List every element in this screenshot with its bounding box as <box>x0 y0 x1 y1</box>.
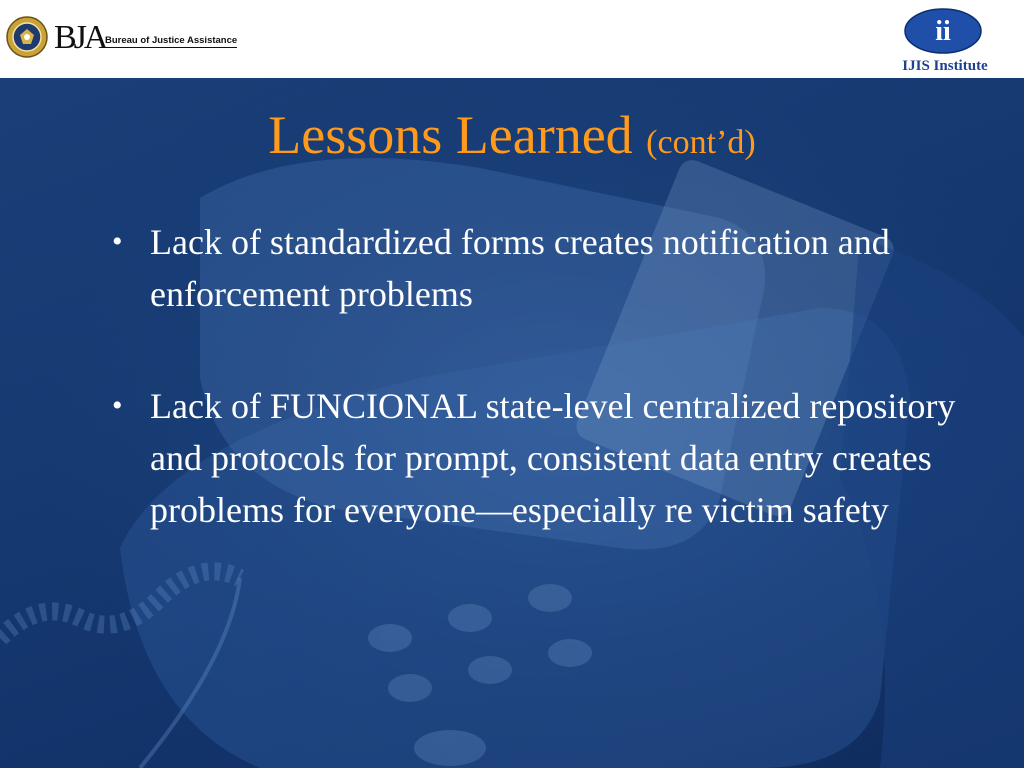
bullet-icon: • <box>112 225 123 258</box>
bja-full-name: Bureau of Justice Assistance <box>105 35 238 46</box>
bullet-item <box>110 216 990 320</box>
bja-logo <box>4 14 244 64</box>
header-band <box>0 0 1024 78</box>
bullet-text: Lack of standardized forms creates notification and enforcement problems <box>150 222 890 314</box>
slide-title <box>0 104 1024 174</box>
bja-mark: BJA <box>54 19 106 56</box>
bullet-text: Lack of FUNCIONAL state-level centralized repository and protocols for prompt, consistent data entry creates problems for everyone—especially re victim safety <box>150 386 956 530</box>
slide-content <box>0 78 1024 768</box>
ijis-mark: ii <box>935 16 951 47</box>
bullet-item <box>110 380 990 536</box>
ijis-name: IJIS Institute <box>902 58 988 74</box>
doj-seal-icon <box>6 16 48 58</box>
bullet-icon: • <box>112 389 123 422</box>
title-main: Lessons Learned <box>268 105 633 165</box>
ijis-logo <box>890 6 1000 76</box>
title-suffix: (cont’d) <box>646 124 756 161</box>
ijis-oval-icon <box>904 8 982 54</box>
bullet-list <box>110 216 990 596</box>
